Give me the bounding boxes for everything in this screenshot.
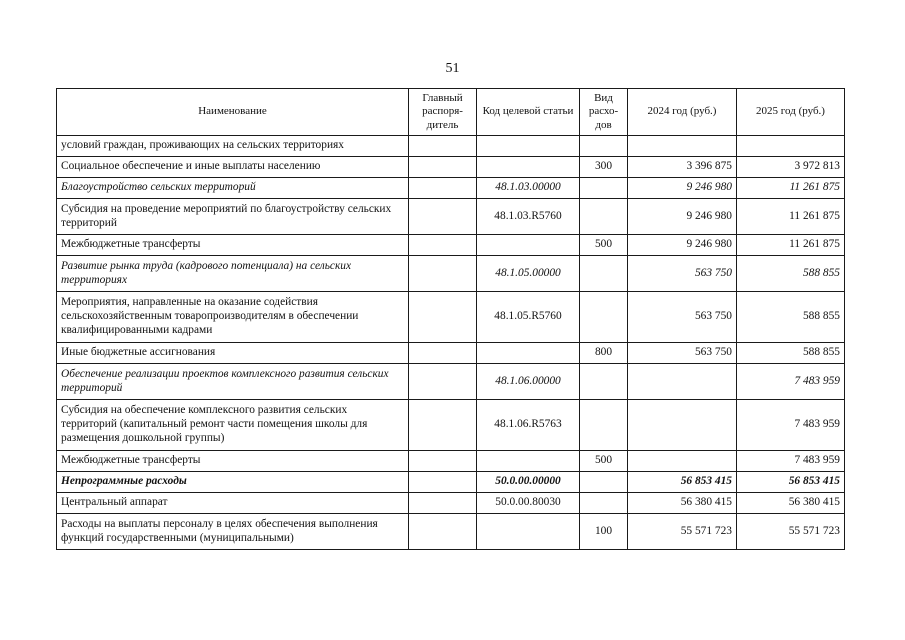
- table-row: [57, 514, 845, 550]
- row-2025: 56 853 415: [737, 472, 845, 493]
- row-name: Непрограммные расходы: [57, 472, 409, 493]
- row-2024: 563 750: [628, 343, 737, 364]
- header-name: Наименование: [57, 89, 409, 136]
- row-2024: 9 246 980: [628, 235, 737, 256]
- row-kind: 100: [580, 514, 628, 550]
- header-2025: 2025 год (руб.): [737, 89, 845, 136]
- row-2025: 7 483 959: [737, 400, 845, 451]
- row-2024: [628, 451, 737, 472]
- row-payer: [409, 343, 477, 364]
- row-2024: [628, 136, 737, 157]
- table-row: [57, 136, 845, 157]
- row-2025: 55 571 723: [737, 514, 845, 550]
- table-header-row: [57, 89, 845, 136]
- page-number: 51: [445, 61, 460, 76]
- row-2024: 56 853 415: [628, 472, 737, 493]
- row-code: 50.0.00.00000: [477, 472, 580, 493]
- row-2024: [628, 364, 737, 400]
- row-payer: [409, 256, 477, 292]
- row-payer: [409, 292, 477, 343]
- row-payer: [409, 235, 477, 256]
- row-2025: 588 855: [737, 343, 845, 364]
- row-name: условий граждан, проживающих на сельских территориях: [57, 136, 409, 157]
- row-name: Центральный аппарат: [57, 493, 409, 514]
- row-payer: [409, 157, 477, 178]
- row-kind: [580, 136, 628, 157]
- row-code: 48.1.03.00000: [477, 178, 580, 199]
- row-2024: 56 380 415: [628, 493, 737, 514]
- row-2025: 11 261 875: [737, 178, 845, 199]
- row-name: Социальное обеспечение и иные выплаты населению: [57, 157, 409, 178]
- row-2025: 7 483 959: [737, 451, 845, 472]
- row-name: Иные бюджетные ассигнования: [57, 343, 409, 364]
- row-code: [477, 514, 580, 550]
- row-code: [477, 343, 580, 364]
- row-payer: [409, 199, 477, 235]
- row-2024: 9 246 980: [628, 199, 737, 235]
- row-2024: 9 246 980: [628, 178, 737, 199]
- table-row: [57, 400, 845, 451]
- row-2024: 3 396 875: [628, 157, 737, 178]
- row-code: 48.1.03.R5760: [477, 199, 580, 235]
- row-code: [477, 136, 580, 157]
- row-2024: 563 750: [628, 292, 737, 343]
- table-row: [57, 451, 845, 472]
- row-code: 50.0.00.80030: [477, 493, 580, 514]
- row-payer: [409, 136, 477, 157]
- row-name: Межбюджетные трансферты: [57, 235, 409, 256]
- row-code: 48.1.06.R5763: [477, 400, 580, 451]
- row-kind: [580, 292, 628, 343]
- header-payer: Главный распоря-дитель: [409, 89, 477, 136]
- row-kind: 500: [580, 451, 628, 472]
- table-row: [57, 256, 845, 292]
- row-name: Развитие рынка труда (кадрового потенциала) на сельских территориях: [57, 256, 409, 292]
- row-payer: [409, 472, 477, 493]
- table-row: [57, 343, 845, 364]
- row-kind: 800: [580, 343, 628, 364]
- row-name: Субсидия на обеспечение комплексного развития сельских территорий (капитальный ремонт части помещения школы для размещения дошкольной группы): [57, 400, 409, 451]
- row-payer: [409, 178, 477, 199]
- table-row: [57, 472, 845, 493]
- header-code: Код целевой статьи: [477, 89, 580, 136]
- row-2025: 3 972 813: [737, 157, 845, 178]
- row-code: 48.1.05.R5760: [477, 292, 580, 343]
- row-payer: [409, 493, 477, 514]
- row-code: [477, 451, 580, 472]
- row-kind: 500: [580, 235, 628, 256]
- row-kind: [580, 199, 628, 235]
- row-code: [477, 235, 580, 256]
- row-payer: [409, 514, 477, 550]
- table-row: [57, 178, 845, 199]
- row-name: Межбюджетные трансферты: [57, 451, 409, 472]
- row-kind: [580, 493, 628, 514]
- row-code: 48.1.06.00000: [477, 364, 580, 400]
- row-kind: 300: [580, 157, 628, 178]
- row-code: [477, 157, 580, 178]
- header-kind: Вид расхо-дов: [580, 89, 628, 136]
- row-kind: [580, 400, 628, 451]
- row-payer: [409, 400, 477, 451]
- row-2025: 588 855: [737, 292, 845, 343]
- row-2025: 7 483 959: [737, 364, 845, 400]
- row-payer: [409, 451, 477, 472]
- row-2025: 56 380 415: [737, 493, 845, 514]
- table-row: [57, 292, 845, 343]
- table-row: [57, 157, 845, 178]
- table-row: [57, 364, 845, 400]
- row-payer: [409, 364, 477, 400]
- row-name: Мероприятия, направленные на оказание содействия сельскохозяйственным товаропроизводителям в обеспечении квалифицированными кадрами: [57, 292, 409, 343]
- row-2025: 11 261 875: [737, 235, 845, 256]
- row-2024: 55 571 723: [628, 514, 737, 550]
- row-name: Обеспечение реализации проектов комплексного развития сельских территорий: [57, 364, 409, 400]
- row-2025: [737, 136, 845, 157]
- row-2025: 588 855: [737, 256, 845, 292]
- table-row: [57, 235, 845, 256]
- header-2024: 2024 год (руб.): [628, 89, 737, 136]
- row-2025: 11 261 875: [737, 199, 845, 235]
- row-name: Расходы на выплаты персоналу в целях обеспечения выполнения функций государственными (муниципальными): [57, 514, 409, 550]
- budget-table: [56, 88, 845, 550]
- row-name: Субсидия на проведение мероприятий по благоустройству сельских территорий: [57, 199, 409, 235]
- table-row: [57, 199, 845, 235]
- row-code: 48.1.05.00000: [477, 256, 580, 292]
- row-kind: [580, 472, 628, 493]
- row-2024: [628, 400, 737, 451]
- row-kind: [580, 178, 628, 199]
- row-kind: [580, 256, 628, 292]
- row-kind: [580, 364, 628, 400]
- row-name: Благоустройство сельских территорий: [57, 178, 409, 199]
- table-row: [57, 493, 845, 514]
- row-2024: 563 750: [628, 256, 737, 292]
